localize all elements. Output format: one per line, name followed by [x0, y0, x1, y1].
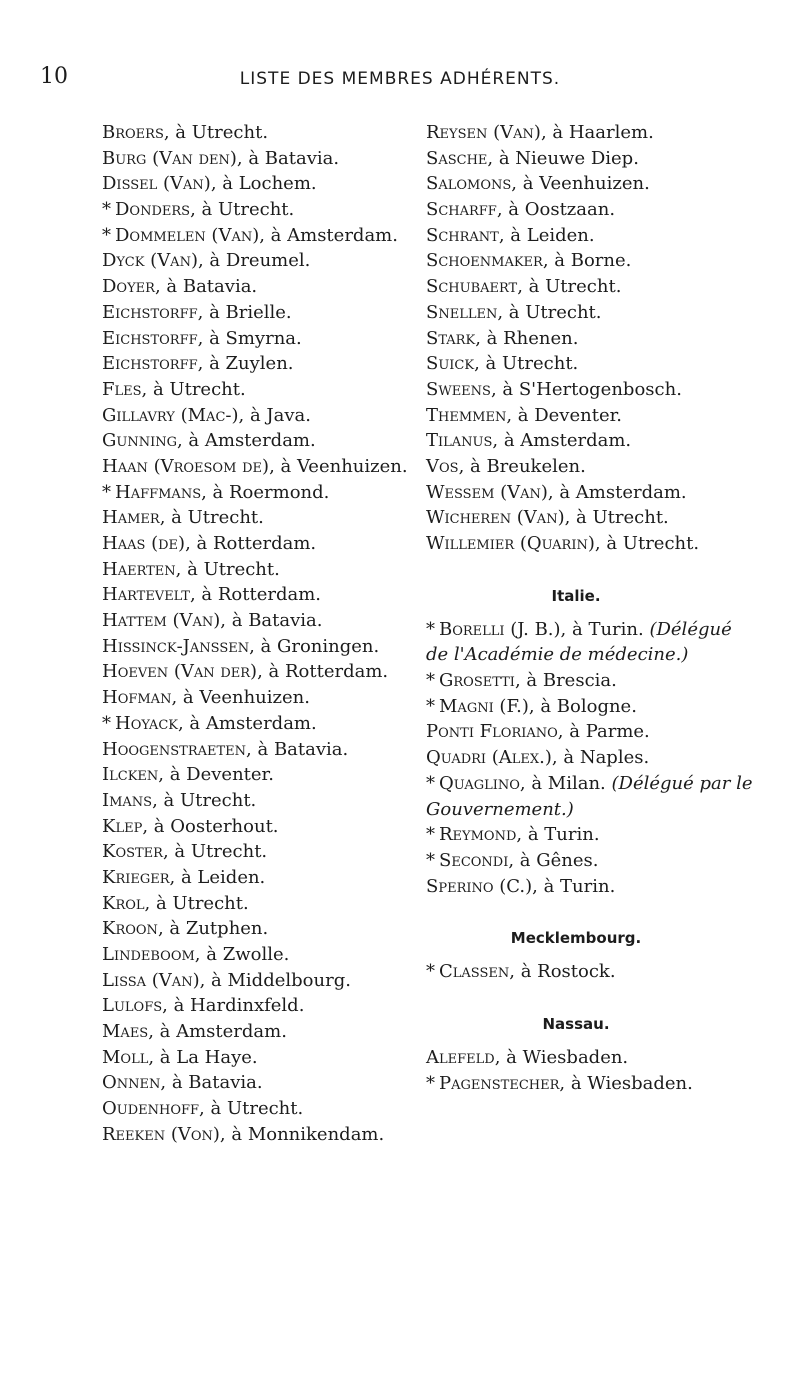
- member-location: , à Batavia.: [246, 738, 349, 760]
- member-entry: [102, 711, 402, 737]
- member-name: Reeken (Von): [102, 1123, 220, 1145]
- member-entry: [426, 848, 756, 874]
- member-entry: [426, 197, 756, 223]
- member-entry: [426, 771, 756, 822]
- member-entry: [102, 942, 402, 968]
- member-entry: [102, 634, 402, 660]
- member-location: , à Utrecht.: [474, 353, 579, 375]
- member-location: , à Parme.: [557, 721, 650, 743]
- member-location: , à Monnikendam.: [219, 1123, 385, 1145]
- member-entry: [102, 865, 402, 891]
- member-location: , à Deventer.: [506, 404, 622, 426]
- founder-star: *: [426, 618, 435, 640]
- member-name: Hamer: [102, 507, 160, 529]
- member-entry: [426, 351, 756, 377]
- member-entry: [102, 1019, 402, 1045]
- member-location: , à Utrecht.: [159, 507, 264, 529]
- section-heading-mecklembourg: Mecklembourg.: [510, 929, 642, 948]
- member-location: , à Turin.: [560, 618, 650, 640]
- member-entry: [426, 326, 756, 352]
- member-name: Eichstorff: [102, 301, 198, 323]
- member-location: , à Amsterdam.: [176, 430, 316, 452]
- member-location: , à Batavia.: [236, 147, 340, 169]
- section-nassau-entries: [426, 1045, 756, 1096]
- member-name: Sasche: [426, 147, 488, 169]
- member-entry: [102, 557, 402, 583]
- founder-star: *: [102, 481, 111, 503]
- member-location: , à Java.: [238, 404, 311, 426]
- founder-star: *: [426, 695, 435, 717]
- member-name: Stark: [426, 327, 476, 349]
- member-name: Klep: [102, 815, 143, 837]
- member-name: Hofman: [102, 687, 172, 709]
- member-entry: [102, 762, 402, 788]
- member-location: , à La Haye.: [148, 1046, 258, 1068]
- member-location: , à Amsterdam.: [547, 481, 687, 503]
- member-entry: [102, 659, 402, 685]
- member-entry: [102, 968, 402, 994]
- founder-star: *: [426, 1072, 435, 1094]
- member-name: Ponti Floriano: [426, 721, 558, 743]
- member-name: Hoeven (Van der): [102, 661, 258, 683]
- member-entry: [102, 891, 402, 917]
- member-location: , à Middelbourg.: [199, 969, 351, 991]
- member-name: Hissinck-Janssen: [102, 635, 250, 657]
- member-location: , à Utrecht.: [152, 789, 257, 811]
- member-location: , à Veenhuizen.: [511, 173, 650, 195]
- member-name: Haffmans: [115, 481, 202, 503]
- member-entry: [426, 505, 756, 531]
- member-entry: [426, 719, 756, 745]
- founder-star: *: [426, 670, 435, 692]
- member-location: , à Utrecht.: [199, 1098, 304, 1120]
- member-entry: [426, 531, 756, 557]
- member-entry: [102, 1070, 402, 1096]
- member-name: Kroon: [102, 918, 158, 940]
- member-location: , à Batavia.: [160, 1072, 263, 1094]
- founder-star: *: [426, 961, 435, 983]
- member-entry: [426, 1071, 756, 1097]
- member-entry: [102, 326, 402, 352]
- member-name: Alefeld: [426, 1047, 495, 1068]
- member-location: , à Lochem.: [210, 173, 317, 195]
- member-location: , à Wiesbaden.: [559, 1072, 693, 1094]
- member-location: , à Amsterdam.: [492, 430, 632, 452]
- member-entry: [426, 428, 756, 454]
- section-italie-entries: [426, 617, 756, 900]
- member-name: Dommelen (Van): [115, 224, 260, 246]
- member-entry: [426, 959, 756, 985]
- member-entry: [426, 617, 756, 668]
- member-entry: [102, 351, 402, 377]
- member-location: , à Batavia.: [220, 610, 323, 632]
- member-entry: [102, 428, 402, 454]
- member-entry: [102, 274, 402, 300]
- member-location: , à Leiden.: [169, 866, 266, 888]
- member-entry: [102, 505, 402, 531]
- member-name: Doyer: [102, 276, 155, 298]
- member-name: Wessem (Van): [426, 481, 548, 503]
- member-name: Maes: [102, 1021, 149, 1043]
- member-entry: [426, 300, 756, 326]
- member-entry: [426, 874, 756, 900]
- member-note: (Délégué de l'Académie de médecine.): [426, 618, 732, 666]
- member-name: Haas (de): [102, 533, 186, 554]
- member-name: Pagenstecher: [439, 1072, 560, 1094]
- running-title: LISTE DES MEMBRES ADHÉRENTS.: [239, 69, 561, 89]
- member-name: Schubaert: [426, 276, 518, 298]
- member-entry: [102, 1122, 402, 1148]
- member-location: , à Utrecht.: [163, 122, 269, 143]
- section-mecklembourg-entries: [426, 959, 756, 985]
- member-entry: [426, 223, 756, 249]
- member-entry: [102, 1045, 402, 1071]
- member-name: Sperino (C.): [426, 875, 533, 897]
- member-entry: [426, 377, 756, 403]
- member-location: , à Rotterdam.: [185, 533, 317, 554]
- member-location: , à Amsterdam.: [148, 1021, 287, 1043]
- member-name: Imans: [102, 789, 153, 811]
- member-entry: [102, 171, 402, 197]
- member-name: Vos: [426, 455, 459, 477]
- member-location: , à Rostock.: [509, 961, 616, 983]
- member-name: Eichstorff: [102, 353, 198, 375]
- member-entry: [426, 171, 756, 197]
- member-location: , à Amsterdam.: [177, 712, 317, 734]
- member-name: Quaglino: [439, 772, 520, 794]
- member-location: , à Breukelen.: [458, 455, 586, 477]
- member-name: Krieger: [102, 866, 170, 888]
- member-location: , à Brescia.: [514, 670, 617, 692]
- member-name: Haerten: [102, 558, 176, 580]
- member-entry: [102, 737, 402, 763]
- member-location: , à Bologne.: [528, 695, 637, 717]
- founder-star: *: [102, 199, 111, 221]
- member-name: Scharff: [426, 199, 497, 221]
- member-location: , à Utrecht.: [175, 558, 280, 580]
- member-name: Krol: [102, 892, 145, 914]
- section-heading-nassau: Nassau.: [542, 1015, 610, 1033]
- member-location: , à Groningen.: [249, 635, 380, 657]
- founder-star: *: [426, 849, 435, 871]
- member-location: , à Deventer.: [158, 764, 274, 786]
- member-entry: [102, 146, 402, 172]
- member-name: Schoenmaker: [426, 250, 543, 272]
- member-name: Tilanus: [426, 430, 493, 452]
- member-name: Quadri (Alex.): [426, 747, 552, 769]
- founder-star: *: [102, 224, 111, 246]
- member-location: , à Rotterdam.: [189, 584, 321, 606]
- member-location: , à Zutphen.: [157, 918, 269, 940]
- member-name: Lindeboom: [102, 944, 195, 965]
- member-location: , à Batavia.: [154, 276, 258, 298]
- member-entry: [102, 582, 402, 608]
- member-name: Broers: [102, 122, 164, 143]
- member-name: Secondi: [439, 849, 509, 871]
- page-number: 10: [40, 64, 68, 89]
- member-location: , à Nieuwe Diep.: [487, 147, 639, 169]
- member-name: Donders: [115, 199, 191, 221]
- member-name: Koster: [102, 841, 163, 863]
- member-entry: [102, 454, 408, 480]
- member-location: , à Rhenen.: [475, 327, 579, 349]
- member-location: , à Hardinxfeld.: [162, 995, 305, 1017]
- member-location: , à Naples.: [551, 747, 650, 769]
- right-column: [426, 120, 756, 1096]
- member-entry: [426, 274, 756, 300]
- member-location: , à Leiden.: [498, 224, 595, 246]
- member-name: Classen: [439, 961, 510, 983]
- member-name: Dyck (Van): [102, 250, 198, 272]
- member-name: Snellen: [426, 301, 498, 323]
- member-name: Hartevelt: [102, 584, 190, 606]
- member-name: Grosetti: [439, 670, 515, 692]
- member-entry: [102, 403, 402, 429]
- member-location: , à Zuylen.: [197, 353, 294, 375]
- member-location: , à Oosterhout.: [142, 815, 279, 837]
- member-name: Hoogenstraeten: [102, 738, 247, 760]
- member-location: , à Turin.: [516, 824, 600, 846]
- member-entry: [426, 822, 756, 848]
- member-entry: [102, 916, 402, 942]
- member-name: Willemier (Quarin): [426, 533, 595, 554]
- member-name: Lulofs: [102, 995, 163, 1017]
- page-header: [40, 62, 760, 92]
- member-entry: [102, 1096, 402, 1122]
- member-name: Salomons: [426, 173, 512, 195]
- member-entry: [102, 814, 402, 840]
- founder-star: *: [102, 712, 111, 734]
- member-name: Ilcken: [102, 764, 159, 786]
- member-location: , à Utrecht.: [564, 507, 669, 529]
- member-location: , à Turin.: [532, 875, 616, 897]
- member-name: Sweens: [426, 378, 491, 400]
- member-location: , à Oostzaan.: [496, 199, 616, 221]
- member-location: , à Roermond.: [201, 481, 330, 503]
- member-location: , à Wiesbaden.: [494, 1047, 629, 1068]
- member-location: , à Dreumel.: [197, 250, 311, 272]
- member-name: Eichstorff: [102, 327, 198, 349]
- member-name: Gillavry (Mac-): [102, 404, 239, 426]
- member-name: Moll: [102, 1046, 149, 1068]
- member-name: Reymond: [439, 824, 517, 846]
- member-location: , à Veenhuizen.: [171, 687, 310, 709]
- member-location: , à Veenhuizen.: [269, 455, 408, 477]
- member-entry: [426, 745, 756, 771]
- member-name: Fles: [102, 378, 142, 400]
- member-entry: [102, 608, 402, 634]
- member-entry: [102, 377, 402, 403]
- member-location: , à S'Hertogenbosch.: [490, 378, 682, 400]
- member-location: , à Smyrna.: [197, 327, 302, 349]
- member-location: , à Utrecht.: [517, 276, 622, 298]
- member-name: Dissel (Van): [102, 173, 211, 195]
- member-entry: [102, 197, 402, 223]
- member-entry: [102, 993, 402, 1019]
- member-name: Borelli (J. B.): [439, 618, 561, 640]
- member-name: Burg (Van den): [102, 147, 237, 169]
- member-name: Schrant: [426, 224, 499, 246]
- section-heading-italie: Italie.: [551, 586, 601, 605]
- member-entry: [102, 120, 402, 146]
- member-location: , à Utrecht.: [594, 533, 700, 554]
- founder-star: *: [426, 772, 435, 794]
- member-location: , à Zwolle.: [194, 944, 290, 965]
- member-name: Lissa (Van): [102, 969, 200, 991]
- member-name: Hoyack: [115, 712, 178, 734]
- founder-star: *: [426, 824, 435, 846]
- member-entry: [426, 1045, 756, 1071]
- member-entry: [102, 788, 402, 814]
- member-note: (Délégué par le Gouvernement.): [426, 772, 753, 820]
- member-name: Suick: [426, 353, 475, 375]
- left-column: [102, 120, 408, 1148]
- member-name: Reysen (Van): [426, 122, 541, 143]
- member-name: Hattem (Van): [102, 610, 221, 632]
- member-entry: [426, 146, 756, 172]
- member-entry: [102, 531, 402, 557]
- member-location: , à Utrecht.: [141, 378, 246, 400]
- member-location: , à Utrecht.: [144, 892, 249, 914]
- member-location: , à Utrecht.: [190, 199, 295, 221]
- member-location: , à Gênes.: [508, 849, 599, 871]
- member-name: Gunning: [102, 430, 177, 452]
- right-column-entries: [426, 120, 756, 557]
- member-entry: [102, 685, 402, 711]
- member-name: Magni (F.): [439, 695, 529, 717]
- member-entry: [426, 454, 756, 480]
- member-name: Wicheren (Van): [426, 507, 565, 529]
- member-name: Onnen: [102, 1072, 161, 1094]
- member-entry: [426, 668, 756, 694]
- member-name: Haan (Vroesom de): [102, 455, 270, 477]
- member-entry: [102, 223, 402, 249]
- member-entry: [102, 300, 402, 326]
- member-location: , à Haarlem.: [540, 122, 654, 143]
- member-location: , à Utrecht.: [497, 301, 602, 323]
- member-entry: [426, 248, 756, 274]
- member-entry: [426, 694, 756, 720]
- member-entry: [102, 248, 402, 274]
- member-location: , à Borne.: [542, 250, 632, 272]
- member-location: , à Amsterdam.: [259, 224, 398, 246]
- member-entry: [426, 120, 756, 146]
- member-location: , à Milan.: [519, 772, 612, 794]
- member-entry: [426, 480, 756, 506]
- member-entry: [102, 839, 402, 865]
- member-entry: [102, 480, 402, 506]
- member-location: , à Rotterdam.: [257, 661, 389, 683]
- member-entry: [426, 403, 756, 429]
- member-name: Oudenhoff: [102, 1098, 200, 1120]
- member-name: Themmen: [426, 404, 507, 426]
- member-location: , à Utrecht.: [162, 841, 268, 863]
- member-location: , à Brielle.: [197, 301, 292, 323]
